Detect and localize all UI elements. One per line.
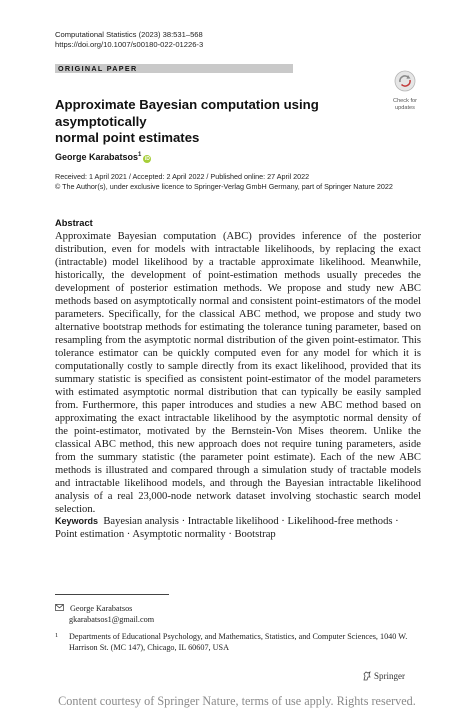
correspondence <box>55 604 132 615</box>
check-updates-line1: Check for <box>393 98 417 104</box>
springer-horse-icon <box>362 671 372 681</box>
keywords-label: Keywords <box>55 516 99 526</box>
paper-title-line1: Approximate Bayesian computation using asymptotically <box>55 97 319 129</box>
envelope-icon <box>55 604 64 611</box>
check-updates-line2: updates <box>395 105 415 111</box>
orcid-icon[interactable]: iD <box>144 156 150 162</box>
check-updates-icon <box>394 70 416 92</box>
paper-title <box>55 97 395 147</box>
article-dates <box>55 172 393 192</box>
paper-title-line2: normal point estimates <box>55 130 200 145</box>
journal-citation: Computational Statistics (2023) 38:531–568 <box>55 30 203 39</box>
journal-doi[interactable]: https://doi.org/10.1007/s00180-022-01226-3 <box>55 40 204 49</box>
keywords <box>55 515 421 541</box>
author-name[interactable]: George Karabatsos <box>55 152 139 162</box>
publisher-name: Springer <box>374 671 405 681</box>
courtesy-notice: Content courtesy of Springer Nature, terms of use apply. Rights reserved. <box>58 694 416 708</box>
correspondence-email[interactable]: gkarabatsos1@gmail.com <box>69 615 155 624</box>
journal-info <box>55 30 203 50</box>
publisher-logo <box>362 670 405 682</box>
author-affil-mark: 1 <box>138 152 142 158</box>
section-label: ORIGINAL PAPER <box>58 64 138 73</box>
abstract-heading: Abstract <box>55 218 93 228</box>
affiliation-text: Departments of Educational Psychology, and Mathematics, Statistics, and Computer Sciences, 1040 W. Harrison St. (MC 147), Chicago, IL 60607, USA <box>69 632 408 652</box>
article-history: Received: 1 April 2021 / Accepted: 2 April 2022 / Published online: 27 April 2022 <box>55 172 310 181</box>
correspondence-name: George Karabatsos <box>70 604 133 613</box>
author-line <box>55 150 151 163</box>
keywords-text: Bayesian analysis · Intractable likelihood · Likelihood-free methods · Point estimation · Asymptotic normality · Bootstrap <box>55 516 399 540</box>
affiliation-number: 1 <box>55 632 59 639</box>
article-copyright: © The Author(s), under exclusive licence to Springer-Verlag GmbH Germany, part of Springer Nature 2022 <box>55 182 393 191</box>
footnote-divider <box>55 594 169 595</box>
abstract-text: Approximate Bayesian computation (ABC) provides inference of the posterior distribution, even for models with intractable likelihoods, by replacing the exact (intractable) model likelihood by a tractable approximate likelihood. Meanwhile, historically, the development of point-estimation methods usually precedes the development of posterior estimation methods. We propose and study new ABC methods based on asymptotically normal and consistent point-estimators of the model parameters. Specifically, for the classical ABC method, we propose and study two alternative bootstrap methods for estimating the tolerance tuning parameter, based on resampling from the asymptotic normal distribution of the given point-estimator. This tolerance estimator can be quickly computed even for any model for which it is computationally costly to sample directly from its exact likelihood, provided that its summary statistic is specified as consistent point-estimator of the model parameters with estimated asymptotic normal distribution that can typically be easily sampled from. Furthermore, this paper introduces and studies a new ABC method based on approximating the exact intractable likelihood by the asymptotic normal density of the point-estimator, motivated by the Bernstein-Von Mises theorem. Unlike the classical ABC method, this new approach does not require tuning parameters, aside from the summary statistic (the parameter point estimate). Each of the new ABC methods is illustrated and compared through a simulation study of tractable models and intractable likelihood models, and through the Bayesian intractable likelihood analysis of a real 23,000-node network dataset involving stochastic search model selection. <box>55 231 421 515</box>
